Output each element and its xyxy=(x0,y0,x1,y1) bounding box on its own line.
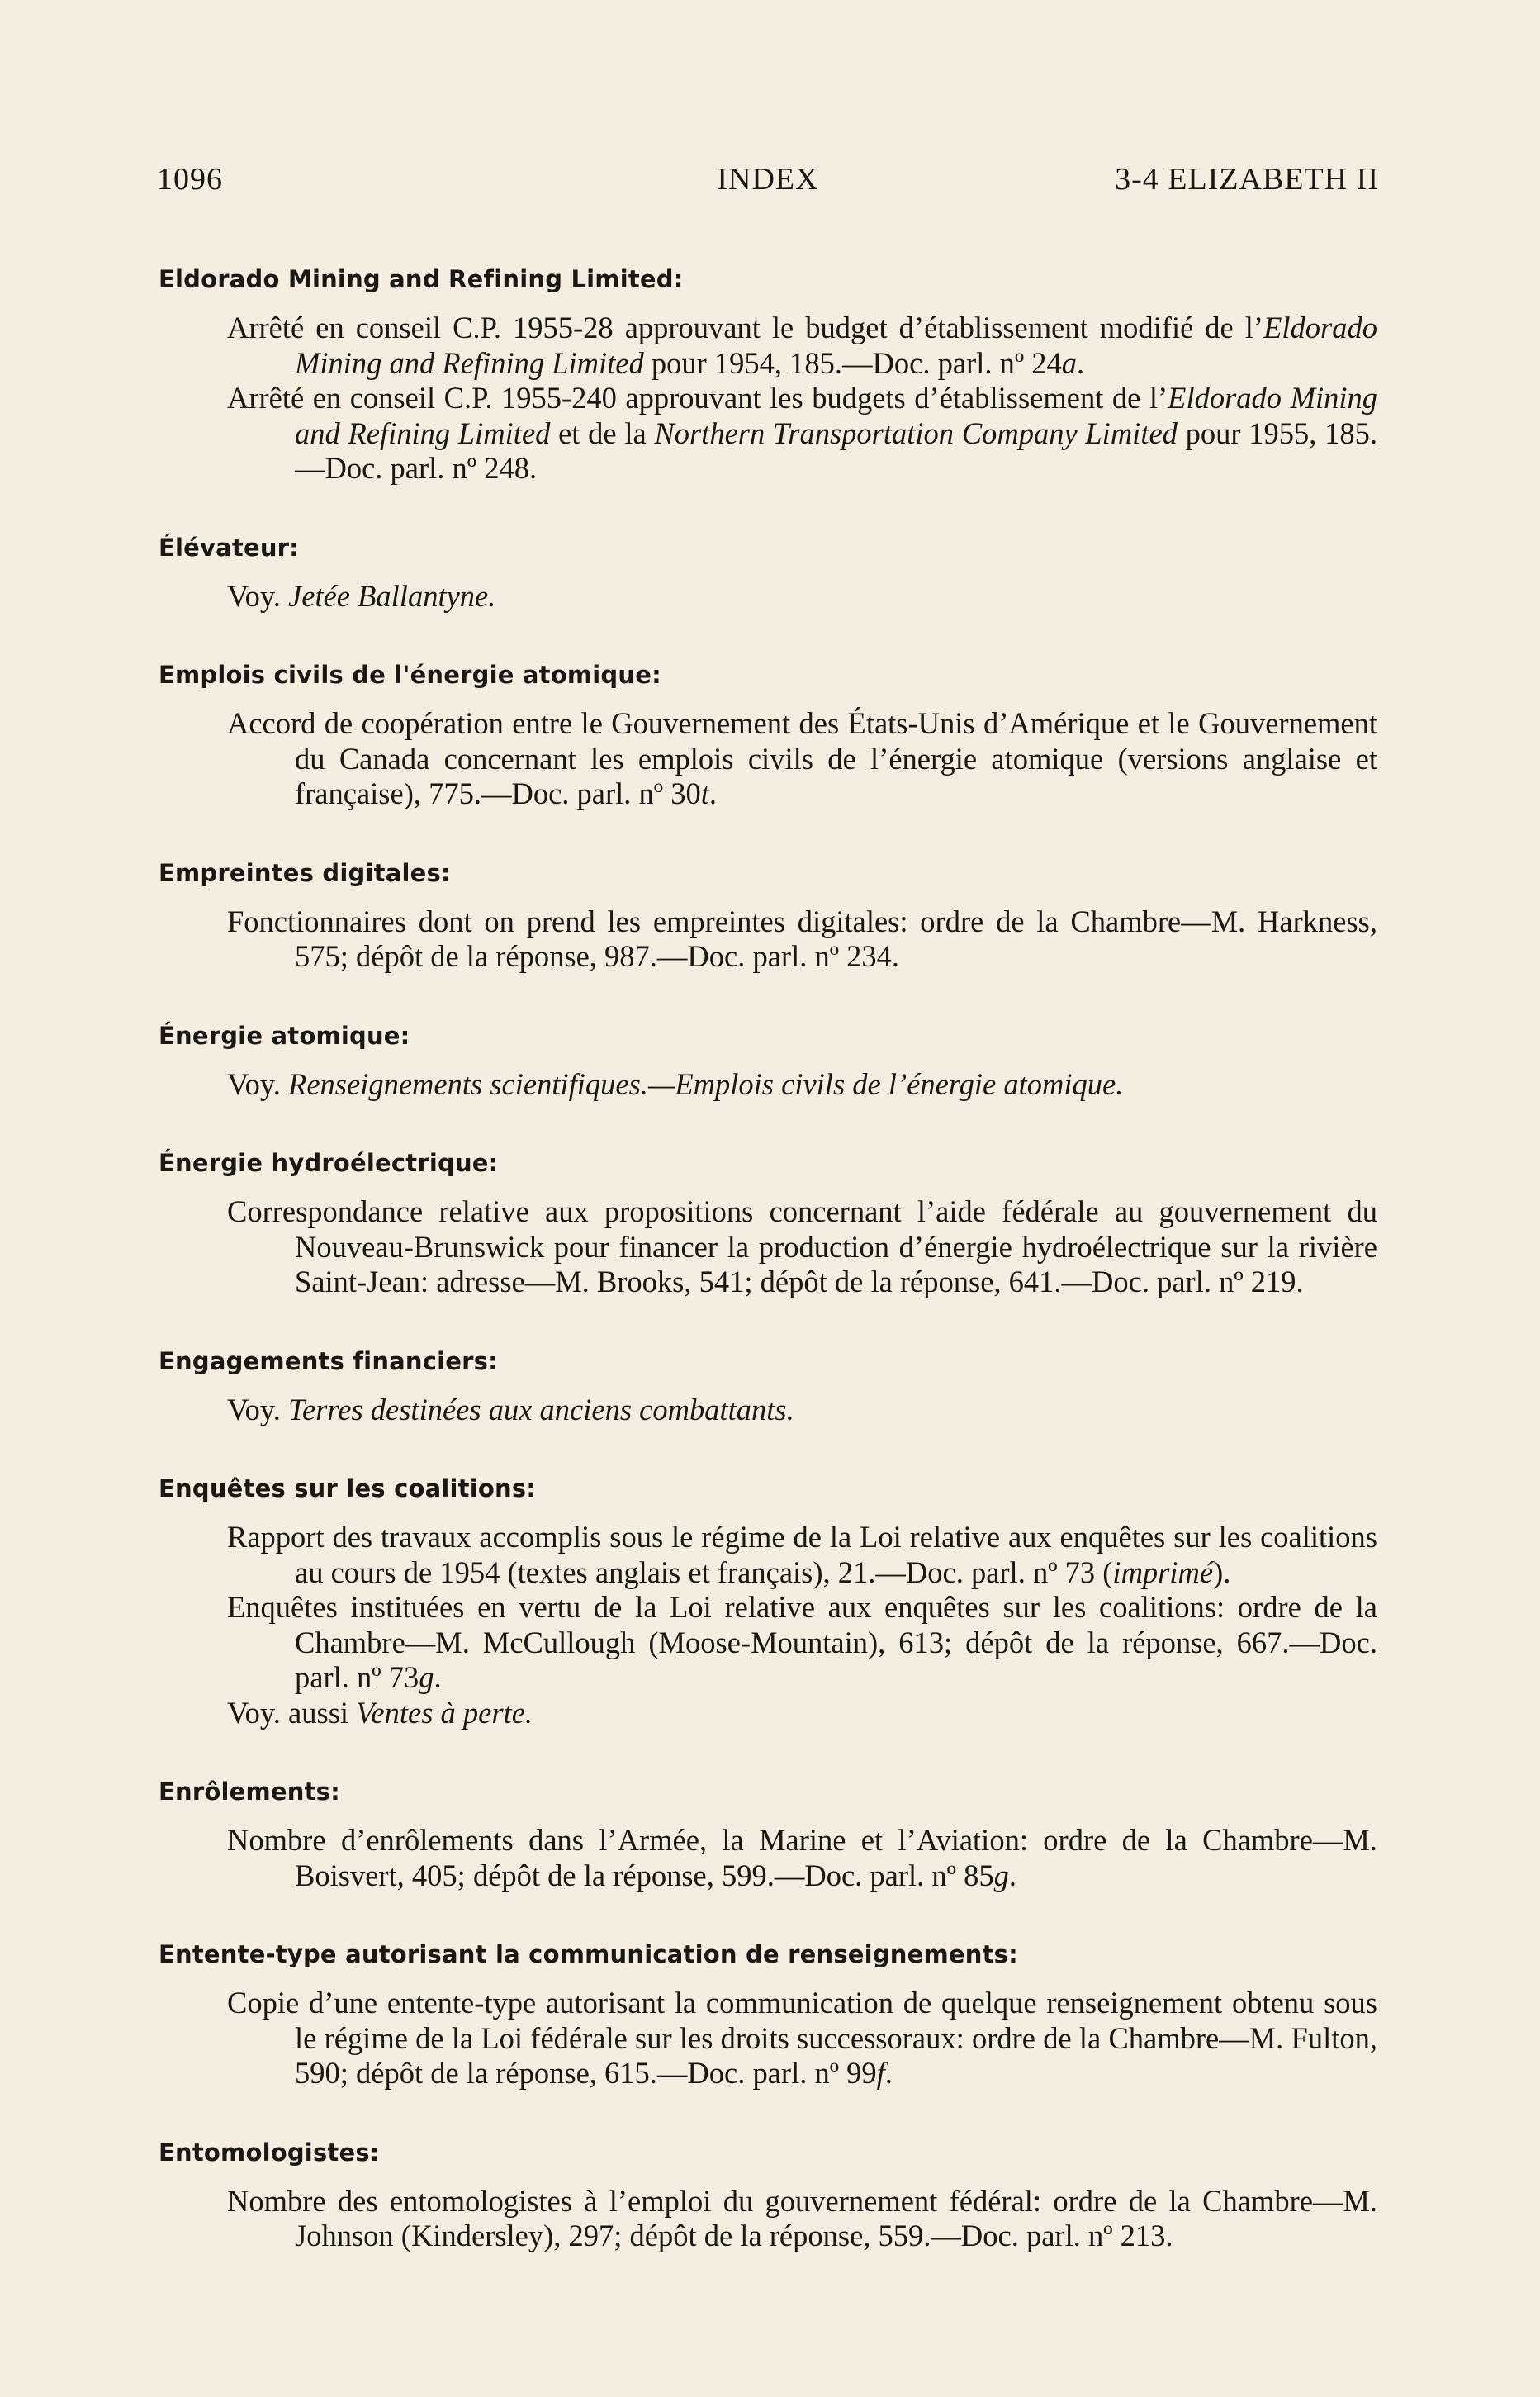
item-text: Nombre d’enrôlements dans l’Armée, la Marine et l’Aviation: ordre de la Chambre—M. Boisvert, 405; dépôt de la réponse, 599.—Doc. parl. nº 85 xyxy=(227,1823,1377,1892)
item-text: Arrêté en conseil C.P. 1955-28 approuvant le budget d’établissement modifié de l’ xyxy=(227,311,1264,344)
italic-text: Eldorado Mining and Refining Limited xyxy=(295,381,1378,450)
italic-text: Ventes à perte. xyxy=(356,1695,533,1730)
item-text: . xyxy=(434,1660,442,1694)
entry-heading: Élévateur: xyxy=(159,533,299,562)
index-entry xyxy=(159,261,1377,487)
item-text: Enquêtes instituées en vertu de la Loi relative aux enquêtes sur les coalitions: ordre de la Chambre—M. McCullough (Moose-Mountain), 613; dépôt de la réponse, 667.—Doc. parl. nº 73 xyxy=(227,1590,1377,1694)
entry-item xyxy=(159,1986,1377,2091)
session-label: 3-4 ELIZABETH II xyxy=(1115,162,1379,197)
item-text: Voy. xyxy=(227,578,289,613)
item-text: . xyxy=(1077,345,1085,380)
running-head xyxy=(157,161,1379,211)
entry-item xyxy=(159,311,1377,381)
item-text: et de la xyxy=(550,415,655,450)
entry-heading: Entomologistes: xyxy=(159,2138,380,2167)
italic-text: Eldorado Mining and Refining Limited xyxy=(295,311,1377,380)
index-entry xyxy=(159,529,1377,615)
italic-text: Northern Transportation Company Limited xyxy=(654,415,1178,450)
entry-item xyxy=(159,2184,1377,2254)
index-entry xyxy=(159,657,1377,812)
item-text: Voy. aussi xyxy=(227,1695,357,1730)
italic-text: f xyxy=(876,2056,885,2090)
index-entry xyxy=(159,2134,1377,2254)
entry-item xyxy=(159,1393,1377,1428)
entry-item xyxy=(159,1696,1377,1731)
index-entries xyxy=(159,261,1377,2297)
entry-item xyxy=(159,706,1377,812)
italic-text: Jetée Ballantyne. xyxy=(288,578,496,613)
italic-text: Renseignements scientifiques.—Emplois civils de l’énergie atomique. xyxy=(288,1066,1124,1101)
item-text: pour 1955, 185.—Doc. parl. nº 248. xyxy=(295,415,1377,485)
item-text: Arrêté en conseil C.P. 1955-240 approuvant les budgets d’établissement de l’ xyxy=(227,381,1168,415)
entry-heading: Emplois civils de l'énergie atomique: xyxy=(159,661,661,689)
entry-item xyxy=(159,1520,1377,1590)
item-text: Nombre des entomologistes à l’emploi du gouvernement fédéral: ordre de la Chambre—M. Johnson (Kindersley), 297; dépôt de la réponse, 559.—Doc. parl. nº 213. xyxy=(227,2183,1377,2252)
italic-text: g xyxy=(419,1660,434,1694)
entry-heading: Engagements financiers: xyxy=(159,1346,498,1375)
entry-item xyxy=(159,1823,1377,1893)
entry-item xyxy=(159,904,1377,975)
entry-heading: Entente-type autorisant la communication de renseignements: xyxy=(159,1940,1018,1968)
item-text: Copie d’une entente-type autorisant la communication de quelque renseignement obtenu sous le régime de la Loi fédérale sur les droits successoraux: ordre de la Chambre—M. Fulton, 590; dépôt de la réponse, 615.—Doc. parl. nº 99 xyxy=(227,1986,1377,2090)
entry-item xyxy=(159,1067,1377,1103)
entry-item xyxy=(159,381,1377,487)
item-text: . xyxy=(708,776,718,810)
page-number: 1096 xyxy=(157,162,223,197)
item-text: Voy. xyxy=(227,1066,289,1101)
index-entry xyxy=(159,1018,1377,1103)
index-entry xyxy=(159,1343,1377,1428)
entry-item xyxy=(159,1194,1377,1300)
index-entry xyxy=(159,855,1377,975)
item-text: . xyxy=(884,2056,893,2090)
item-text: pour 1954, 185.—Doc. parl. nº 24 xyxy=(643,345,1062,380)
italic-text: a xyxy=(1061,345,1078,380)
item-text: Fonctionnaires dont on prend les empreintes digitales: ordre de la Chambre—M. Harkness, 575; dépôt de la réponse, 987.—Doc. parl. nº 234. xyxy=(227,904,1377,973)
entry-heading: Enrôlements: xyxy=(159,1778,340,1806)
entry-heading: Enquêtes sur les coalitions: xyxy=(159,1474,537,1502)
item-text: Voy. xyxy=(227,1392,289,1426)
item-text: ). xyxy=(1213,1554,1231,1589)
entry-item xyxy=(159,1590,1377,1696)
item-text: Rapport des travaux accomplis sous le régime de la Loi relative aux enquêtes sur les coalitions au cours de 1954 (textes anglais et français), 21.—Doc. parl. nº 73 ( xyxy=(227,1520,1377,1589)
entry-heading: Énergie hydroélectrique: xyxy=(159,1149,499,1177)
entry-heading: Eldorado Mining and Refining Limited: xyxy=(159,265,684,293)
entry-heading: Énergie atomique: xyxy=(159,1021,410,1050)
entry-item xyxy=(159,579,1377,615)
item-text: . xyxy=(1008,1858,1016,1892)
italic-text: t xyxy=(700,776,709,810)
italic-text: g xyxy=(993,1858,1009,1892)
section-title: INDEX xyxy=(717,162,819,197)
entry-heading: Empreintes digitales: xyxy=(159,858,451,887)
index-entry xyxy=(159,1936,1377,2091)
index-entry xyxy=(159,1773,1377,1893)
italic-text: Terres destinées aux anciens combattants. xyxy=(288,1392,794,1426)
index-entry xyxy=(159,1470,1377,1730)
item-text: Correspondance relative aux propositions concernant l’aide fédérale au gouvernement du Nouveau-Brunswick pour financer la production d’énergie hydroélectrique sur la rivière Saint-Jean: adresse—M. Brooks, 541; dépôt de la réponse, 641.—Doc. parl. nº 219. xyxy=(227,1194,1377,1298)
index-entry xyxy=(159,1145,1377,1300)
italic-text: imprimé xyxy=(1112,1554,1214,1589)
item-text: Accord de coopération entre le Gouvernement des États-Unis d’Amérique et le Gouvernement du Canada concernant les emplois civils de l’énergie atomique (versions anglaise et française), 775.—Doc. parl. nº 30 xyxy=(227,706,1377,810)
